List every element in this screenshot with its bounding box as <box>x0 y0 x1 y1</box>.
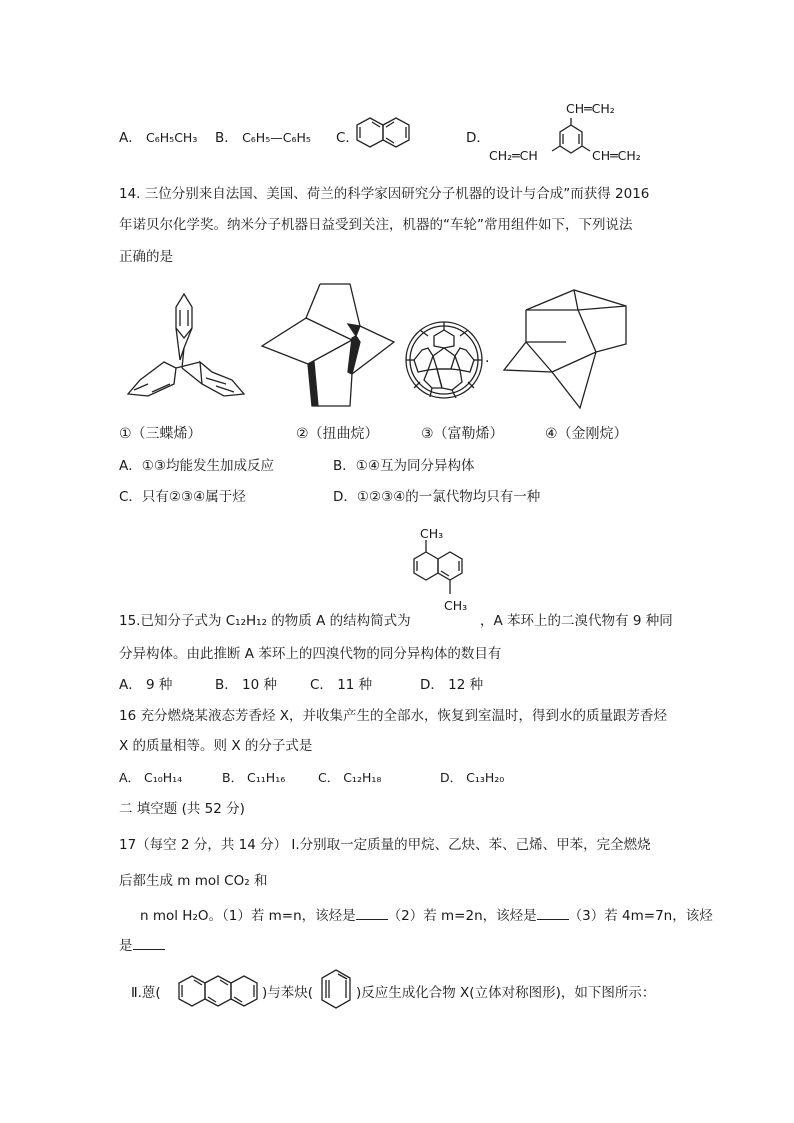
fullerene-label: ③（富勒烯） <box>421 426 504 442</box>
q13-option-a <box>119 128 197 148</box>
q17-line3-part1: n mol H₂O。（1）若 m=n，该烃是 <box>140 908 356 924</box>
q14-option-a: A．①③均能发生加成反应 <box>119 458 274 474</box>
q17-blank-2[interactable] <box>537 905 569 920</box>
q17-line4-text: 是 <box>119 938 133 954</box>
adamantane-structure-icon <box>496 282 636 414</box>
q17-text-line3 <box>140 905 713 926</box>
q13-vinyl-right: CH═CH₂ <box>592 148 641 163</box>
q13-vinyl-left: CH₂═CH <box>489 148 538 163</box>
q14-text-line1: 14. 三位分别来自法国、美国、荷兰的科学家因研究分子机器的设计与合成”而获得 2016 <box>119 186 650 202</box>
q15-text-line2: 分异构体。由此推断 A 苯环上的四溴代物的同分异构体的数目有 <box>119 646 502 662</box>
q17-text-line4 <box>119 935 165 956</box>
q13-option-b-label: B． <box>215 130 238 146</box>
adamantane-label: ④（金刚烷） <box>545 426 628 442</box>
q16-option-b: B． C₁₁H₁₆ <box>222 770 286 785</box>
twistane-label: ②（扭曲烷） <box>296 426 379 442</box>
q17-part2-b: )与苯炔( <box>262 985 314 1001</box>
q16-text-line2: X 的质量相等。则 X 的分子式是 <box>119 738 313 754</box>
q17-blank-1[interactable] <box>356 905 388 920</box>
fullerene-dot: · <box>485 354 490 370</box>
q15-option-d: D． 12 种 <box>420 677 484 693</box>
anthracene-structure-icon <box>176 968 266 1020</box>
q14-text-line3: 正确的是 <box>119 249 173 265</box>
benzyne-structure-icon <box>318 966 358 1020</box>
q13-option-c-label: C． <box>336 130 359 146</box>
q14-option-c: C．只有②③④属于烃 <box>119 489 246 505</box>
q14-text-line2: 年诺贝尔化学奖。纳米分子机器日益受到关注，机器的“车轮”常用组件如下，下列说法 <box>119 217 633 233</box>
fullerene-structure-icon <box>402 318 486 402</box>
q13-vinyl-top: CH═CH₂ <box>566 101 615 116</box>
q15-option-c: C． 11 种 <box>310 677 373 693</box>
naphthalene-structure-icon <box>352 112 422 162</box>
section2-title: 二 填空题 (共 52 分) <box>119 801 245 817</box>
q17-line3-part3: （3）若 4m=7n，该烃 <box>568 908 713 924</box>
q14-option-d: D．①②③④的一氯代物均只有一种 <box>333 489 541 505</box>
q15-ch3-bottom: CH₃ <box>444 598 468 613</box>
q15-ch3-top: CH₃ <box>420 526 444 541</box>
q13-option-b-formula: C₆H₅—C₆H₅ <box>242 130 311 145</box>
q17-text-line2: 后都生成 m mol CO₂ 和 <box>119 873 268 889</box>
q15-option-a: A． 9 种 <box>119 677 173 693</box>
q15-option-b: B． 10 种 <box>215 677 278 693</box>
twistane-structure-icon <box>256 280 406 415</box>
q13-option-a-formula: C₆H₅CH₃ <box>146 130 198 145</box>
q16-option-d: D． C₁₃H₂₀ <box>440 770 505 785</box>
q17-blank-3[interactable] <box>133 935 165 950</box>
q15-text-line1-pre: 15.已知分子式为 C₁₂H₁₂ 的物质 A 的结构简式为 <box>119 613 411 629</box>
q17-part2-a: Ⅱ.蒽( <box>131 985 161 1001</box>
q16-text-line1: 16 充分燃烧某液态芳香烃 X，并收集产生的全部水，恢复到室温时，得到水的质量跟芳香烃 <box>119 708 668 724</box>
q14-option-b: B．①④互为同分异构体 <box>333 458 475 474</box>
q16-option-c: C． C₁₂H₁₈ <box>318 770 382 785</box>
triptycene-label: ①（三蝶烯） <box>119 426 202 442</box>
q17-line3-part2: （2）若 m=2n，该烃是 <box>387 908 537 924</box>
triptycene-structure-icon <box>122 290 262 410</box>
q13-option-d-label: D． <box>466 130 490 146</box>
q13-option-b <box>215 128 311 148</box>
q15-text-line1-post: ，A 苯环上的二溴代物有 9 种同 <box>480 613 673 629</box>
q17-text-line1: 17（每空 2 分，共 14 分） Ⅰ.分别取一定质量的甲烷、乙炔、苯、己烯、甲苯，完全燃烧 <box>119 837 651 853</box>
q13-option-a-label: A． <box>119 130 142 146</box>
q17-part2-c: )反应生成化合物 X(立体对称图形)，如下图所示： <box>356 985 656 1001</box>
q16-option-a: A． C₁₀H₁₄ <box>119 770 183 785</box>
